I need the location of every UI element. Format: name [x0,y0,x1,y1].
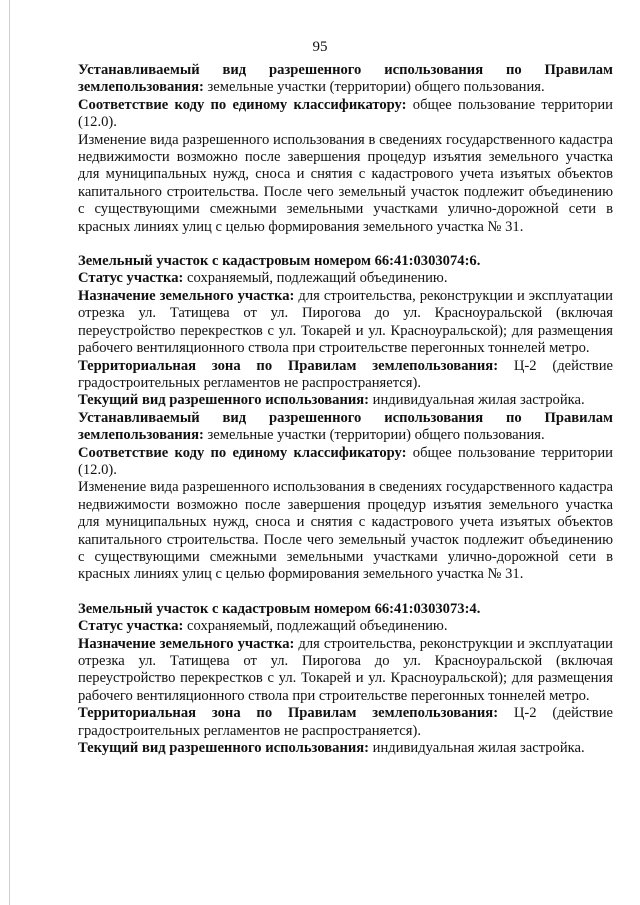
section-gap [78,584,613,601]
paragraph-plot-purpose [78,288,613,358]
paragraph-text: сохраняемый, подлежащий объединению. [183,270,448,287]
paragraph-territorial-zone [78,705,613,740]
paragraph-label: Назначение земельного участка: [78,635,295,652]
paragraph-classifier-code [78,97,613,132]
paragraph-text: Ц-2 (действие градостроительных регламентов не распространяется). [78,705,613,739]
paragraph-label: Соответствие коду по единому классификатору: [78,444,407,461]
paragraph-label: Устанавливаемый вид разрешенного использования по Правилам землепользования: [78,62,613,96]
paragraph-text: для строительства, реконструкции и эксплуатации отрезка ул. Татищева от ул. Пирогова до ул. Красноуральской (включая переустройство перекрестков с ул. Токарей и ул. Красноуральской); для размещения рабочего вентиляционного ствола при строительстве перегонных тоннелей метро. [78,635,613,704]
paragraph-established-use [78,62,613,97]
paragraph-label: Территориальная зона по Правилам землепользования: [78,357,499,374]
page-edge-line [9,0,10,905]
paragraph-established-use [78,410,613,445]
paragraph-text: сохраняемый, подлежащий объединению. [183,618,448,635]
paragraph-text: общее пользование территории (12.0). [78,444,613,478]
paragraph-text: индивидуальная жилая застройка. [369,392,585,409]
paragraph-use-change-note [78,479,613,583]
paragraph-use-change-note [78,132,613,236]
paragraph-plot-purpose [78,636,613,706]
paragraph-text: Ц-2 (действие градостроительных регламентов не распространяется). [78,357,613,391]
paragraph-plot-status [78,270,613,287]
section-heading: Земельный участок с кадастровым номером 66:41:0303073:4. [78,600,481,617]
paragraph-label: Территориальная зона по Правилам землепользования: [78,705,499,722]
paragraph-text: земельные участки (территории) общего пользования. [203,427,545,444]
section-heading: Земельный участок с кадастровым номером 66:41:0303074:6. [78,253,481,270]
paragraph-text: Изменение вида разрешенного использования в сведениях государственного кадастра недвижимости возможно после завершения процедур изъятия земельного участка для муниципальных нужд, сноса и снятия с кадастрового учета изъятых объектов капитального строительства. После чего земельный участок подлежит объединению с существующими смежными земельными участками улично-дорожной сети в красных линиях улиц с целью формирования земельного участка № 31. [78,131,613,235]
paragraph-label: Статус участка: [78,618,184,635]
paragraph-plot-status [78,618,613,635]
paragraph-label: Устанавливаемый вид разрешенного использования по Правилам землепользования: [78,409,613,444]
paragraph-text: общее пользование территории (12.0). [78,96,613,131]
paragraph-text: для строительства, реконструкции и эксплуатации отрезка ул. Татищева от ул. Пирогова до ул. Красноуральской (включая переустройство перекрестков с ул. Токарей и ул. Красноуральской); для размещения рабочего вентиляционного ствола при строительстве перегонных тоннелей метро. [78,287,613,357]
paragraph-label: Текущий вид разрешенного использования: [78,392,370,409]
paragraph-label: Текущий вид разрешенного использования: [78,740,370,757]
paragraph-text: Изменение вида разрешенного использования в сведениях государственного кадастра недвижимости возможно после завершения процедур изъятия земельного участка для муниципальных нужд, сноса и снятия с кадастрового учета изъятых объектов капитального строительства. После чего земельный участок подлежит объединению с существующими смежными земельными участками улично-дорожной сети в красных линиях улиц с целью формирования земельного участка № 31. [78,479,613,583]
paragraph-label: Статус участка: [78,270,184,287]
section-heading-plot-0303074-6 [78,253,613,270]
document-body [78,62,613,757]
paragraph-text: земельные участки (территории) общего пользования. [203,79,545,96]
paragraph-current-use [78,740,613,757]
section-gap [78,236,613,253]
paragraph-label: Соответствие коду по единому классификатору: [78,96,407,113]
paragraph-label: Назначение земельного участка: [78,287,295,304]
paragraph-current-use [78,392,613,409]
section-heading-plot-0303073-4 [78,601,613,618]
paragraph-text: индивидуальная жилая застройка. [369,740,585,757]
paragraph-classifier-code [78,445,613,480]
paragraph-territorial-zone [78,358,613,393]
page-number: 95 [312,39,328,55]
